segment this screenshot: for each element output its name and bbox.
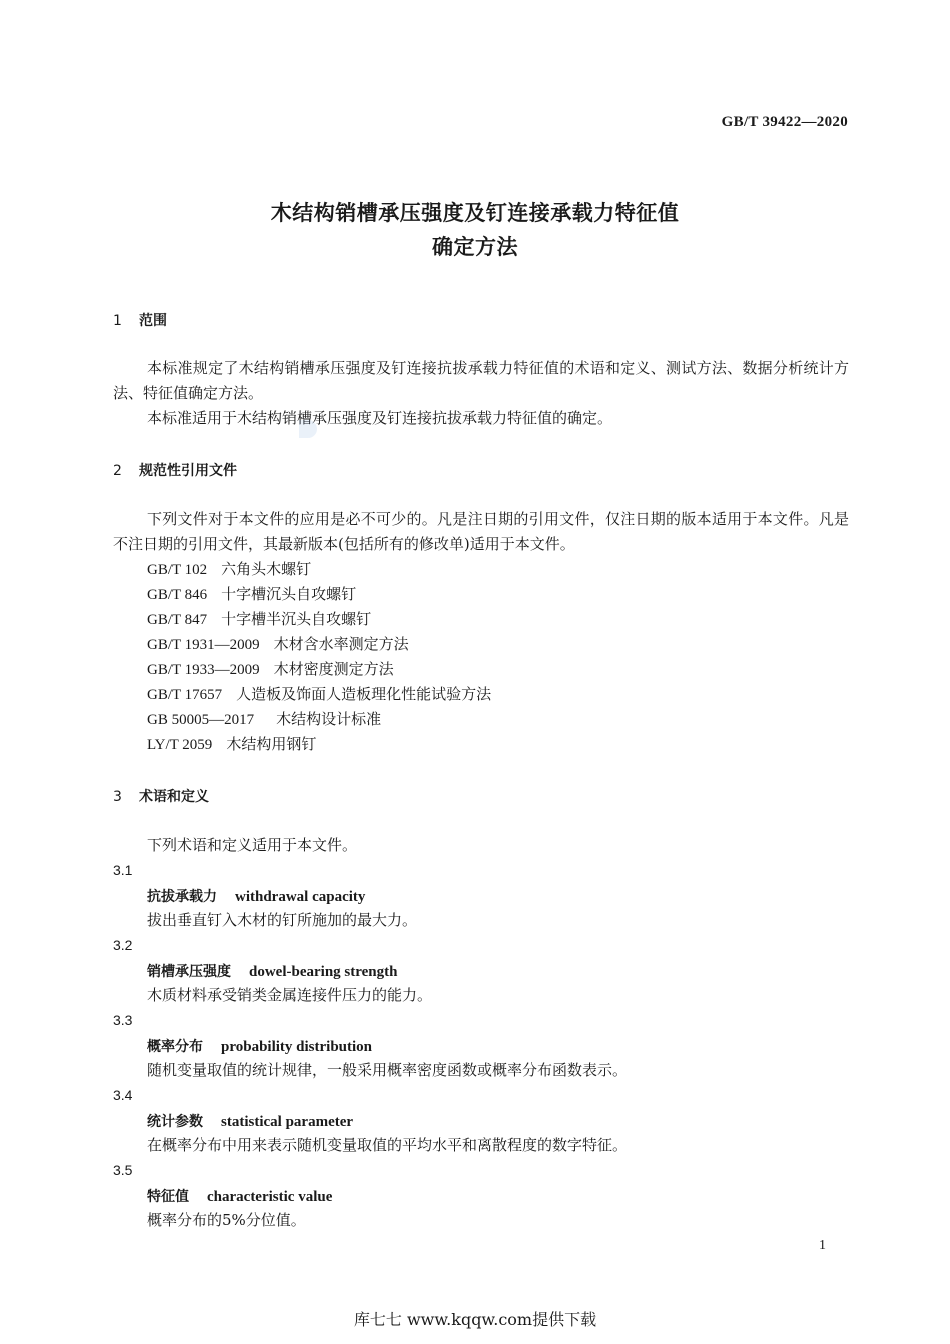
watermark-icon [296,418,320,440]
term-chinese: 特征值 [147,1189,189,1205]
section-1-heading [113,310,167,330]
term-chinese: 抗拔承载力 [147,889,217,905]
reference-title: 木结构用钢钉 [226,735,317,753]
reference-code: LY/T 2059 [147,737,213,753]
section-number: 1 [113,313,122,329]
section-1-paragraph-2: 本标准适用于木结构销槽承压强度及钉连接抗拔承载力特征值的确定。 [147,409,613,427]
section-title: 术语和定义 [139,789,209,805]
term-chinese: 统计参数 [147,1114,203,1130]
document-title-line1: 木结构销槽承压强度及钉连接承载力特征值 [270,201,680,225]
term-entry [147,1036,372,1056]
term-entry [147,1111,353,1131]
term-chinese: 概率分布 [147,1039,203,1055]
term-entry [147,1186,332,1206]
term-entry [147,886,365,906]
term-definition: 木质材料承受销类金属连接件压力的能力。 [147,986,433,1004]
reference-code: GB/T 1931—2009 [147,637,260,653]
section-number: 3 [113,789,122,805]
term-number: 3.5 [113,1162,133,1178]
reference-title: 木结构设计标准 [276,710,382,728]
term-english: withdrawal capacity [235,889,366,905]
download-source-footer: 库七七 www.kqqw.com提供下载 [353,1310,597,1329]
reference-item [147,657,394,683]
reference-code: GB/T 1933—2009 [147,662,260,678]
reference-code: GB/T 17657 [147,687,223,703]
reference-item [147,607,371,633]
term-english: dowel-bearing strength [249,964,398,980]
section-title: 规范性引用文件 [139,463,237,479]
reference-item [147,557,311,583]
section-number: 2 [113,463,122,479]
reference-code: GB/T 102 [147,562,208,578]
section-3-intro: 下列术语和定义适用于本文件。 [147,836,358,854]
document-title-line2: 确定方法 [432,235,518,259]
term-definition: 随机变量取值的统计规律，一般采用概率密度函数或概率分布函数表示。 [147,1061,628,1079]
section-2-heading [113,460,237,480]
term-number: 3.1 [113,862,133,878]
reference-title: 十字槽半沉头自攻螺钉 [221,610,372,628]
section-2-intro: 下列文件对于本文件的应用是必不可少的。凡是注日期的引用文件，仅注日期的版本适用于本文件。凡是不注日期的引用文件，其最新版本(包括所有的修改单)适用于本文件。 [113,510,849,553]
reference-item [147,632,409,658]
reference-item [147,582,356,608]
term-number: 3.3 [113,1012,133,1028]
term-definition: 在概率分布中用来表示随机变量取值的平均水平和离散程度的数字特征。 [147,1136,628,1154]
reference-code: GB/T 846 [147,587,208,603]
reference-title: 木材含水率测定方法 [273,635,409,653]
term-definition: 拔出垂直钉入木材的钉所施加的最大力。 [147,911,418,929]
section-1-paragraph-1: 本标准规定了木结构销槽承压强度及钉连接抗拔承载力特征值的术语和定义、测试方法、数据分析统计方法、特征值确定方法。 [113,359,849,402]
term-english: characteristic value [207,1189,333,1205]
reference-item [147,682,491,708]
reference-item [147,732,316,758]
reference-code: GB 50005—2017 [147,712,255,728]
term-number: 3.4 [113,1087,133,1103]
reference-item [147,707,381,733]
term-definition: 概率分布的5%分位值。 [147,1211,306,1229]
term-english: statistical parameter [221,1114,354,1130]
section-title: 范围 [139,313,167,329]
term-english: probability distribution [221,1039,373,1055]
reference-title: 十字槽沉头自攻螺钉 [221,585,357,603]
page-number: 1 [819,1238,826,1253]
standard-code: GB/T 39422—2020 [721,114,848,130]
term-entry [147,961,397,981]
section-3-heading [113,786,209,806]
term-chinese: 销槽承压强度 [147,964,231,980]
term-number: 3.2 [113,937,133,953]
reference-title: 人造板及饰面人造板理化性能试验方法 [236,685,492,703]
reference-title: 木材密度测定方法 [273,660,394,678]
reference-code: GB/T 847 [147,612,208,628]
reference-title: 六角头木螺钉 [221,560,312,578]
